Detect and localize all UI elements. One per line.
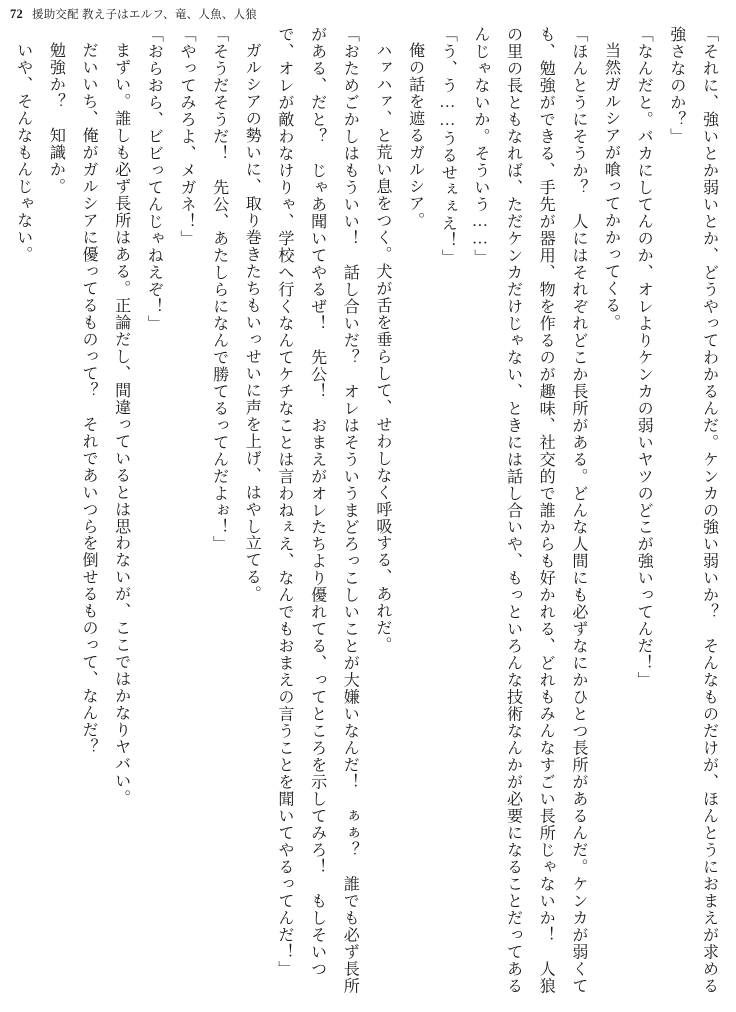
paragraph: いや、そんなもんじゃない。 [14,42,32,263]
paragraph: ハァハァ、と荒い息をつく。犬が舌を垂らして、せわしなく呼吸する、あれだ。 [373,42,391,654]
paragraph: 「なんだと。バカにしてんのか、オレよりケンカの弱いヤツのどこが強いってんだ！」 [634,26,652,689]
paragraph: 「やってみろよ、メガネ！」 [177,26,195,247]
paragraph: 「おためごかしはもういい！ 話し合いだ？ オレはそういうまどろっこしいことが大嫌いなんだ！ ぁぁ？ 誰でも必ず長所がある、だと？ じゃあ聞いてやるぜ！ 先公！ おまえがオレたちより優れてる、ってところを示してみろ！ もしそいつで、オレが敵わなけりゃ、学校へ行くなんてケチなことは言わねぇえ、なんでもおまえの言うことを聞いてやるってんだ！」 [275,26,358,995]
vertical-text-block [10,26,724,998]
page-number: 72 [10,7,23,21]
running-head: 援助交配 教え子はエルフ、竜、人魚、人狼 [31,9,258,21]
body-text-area [10,26,724,998]
paragraph: 「ほんとうにそうか？ 人にはそれぞれどこか長所がある。どんな人間にも必ずなにかひとつ長所があるんだ。ケンカが弱くても、勉強ができる、手先が器用、物を作るのが趣味、社交的で誰からも好かれる、どれもみんなすごい長所じゃないか！ 人狼の里の長ともなれば、ただケンカだけじゃない、ときには話し合いや、もっといろんな技術なんかが必要になることだってあるんじゃないか。そういう……」 [471,26,587,995]
paragraph: 「それに、強いとか弱いとか、どうやってわかるんだ。ケンカの強い弱いか？ そんなものだけが、ほんとうにおまえが求める強さなのか？」 [667,26,717,995]
paragraph: 俺の話を遮るガルシア。 [406,42,424,229]
paragraph: 「そうだそうだ！ 先公、あたしらになんで勝てるってんだよぉ！」 [210,26,228,553]
paragraph: 「う、う……うるせぇぇえ！」 [438,26,456,266]
paragraph: 「おらおら、ビビってんじゃねえぞ！」 [144,26,162,332]
page-header [10,6,257,22]
paragraph: 当然ガルシアが喰ってかかってくる。 [602,42,620,331]
paragraph: だいいち、俺がガルシアに優ってるものって？ それであいつらを倒せるものって、なんだ？ [79,42,97,756]
paragraph: 勉強か？ 知識か。 [46,42,64,195]
paragraph: まずい。誰しも必ず長所はある。正論だし、間違っているとは思わないが、ここではかなりヤバい。 [112,42,130,807]
paragraph: ガルシアの勢いに、取り巻きたちもいっせいに声を上げ、はやし立てる。 [242,42,260,603]
